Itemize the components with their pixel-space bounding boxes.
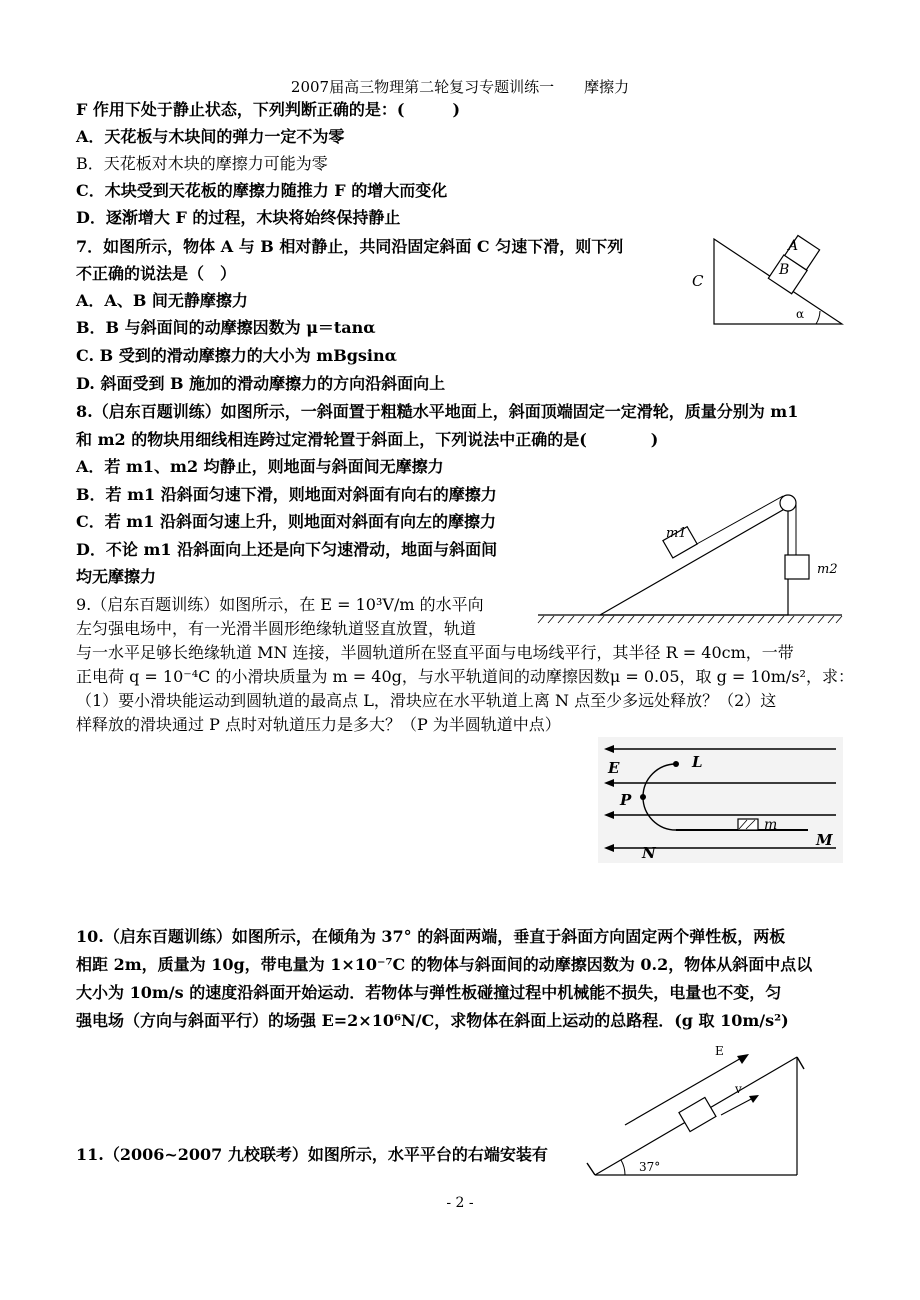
q7-option-b: B．B 与斜面间的动摩擦因数为 μ＝tanα: [76, 318, 376, 337]
q8-stem-line2: 和 m2 的物块用细线相连跨过定滑轮置于斜面上，下列说法中正确的是( ): [76, 430, 659, 449]
q10-line3: 大小为 10m/s 的速度沿斜面开始运动．若物体与弹性板碰撞过程中机械能不损失，电量也不变，匀: [76, 983, 782, 1002]
q8-option-c: C．若 m1 沿斜面匀速上升，则地面对斜面有向左的摩擦力: [76, 512, 496, 531]
q8-stem-line1: 8.（启东百题训练）如图所示，一斜面置于粗糙水平地面上，斜面顶端固定一定滑轮，质量分别为 m1: [76, 402, 799, 421]
q8-option-b: B．若 m1 沿斜面匀速下滑，则地面对斜面有向右的摩擦力: [76, 485, 497, 504]
q7-label-a: A: [788, 238, 799, 254]
q7-label-c: C: [692, 272, 704, 290]
page-number: - 2 -: [446, 1195, 474, 1211]
q8-incline: [600, 507, 788, 615]
q9-figure-background: [598, 737, 843, 863]
q10-incline-figure: [585, 1045, 815, 1180]
q8-label-m2: m2: [817, 562, 838, 577]
q9-label-n: N: [642, 844, 656, 862]
q7-angle-arc: [816, 311, 820, 324]
q6-option-b: B．天花板对木块的摩擦力可能为零: [76, 154, 328, 173]
q10-top-board: [797, 1057, 804, 1069]
q8-string-incline: [695, 496, 783, 545]
q9-line6: 样释放的滑块通过 P 点时对轨道压力是多大？（P 为半圆轨道中点）: [76, 715, 561, 734]
q7-option-a: A．A、B 间无静摩擦力: [76, 291, 248, 310]
q9-label-e: E: [608, 759, 620, 777]
q10-angle-arc: [621, 1160, 625, 1175]
q10-block: [679, 1097, 716, 1131]
q7-angle-label: α: [796, 307, 805, 321]
q9-point-l: [673, 761, 679, 767]
q10-line2: 相距 2m，质量为 10g，带电量为 1×10⁻⁷C 的物体与斜面间的动摩擦因数为 0.2，物体从斜面中点以: [76, 955, 813, 974]
q6-option-c: C．木块受到天花板的摩擦力随推力 F 的增大而变化: [76, 181, 448, 200]
q7-option-c: C. B 受到的滑动摩擦力的大小为 mBgsinα: [76, 346, 397, 365]
q8-ground-hatch: [538, 616, 842, 623]
q10-bottom-board: [587, 1163, 595, 1175]
q8-pulley-figure: [530, 485, 850, 625]
q10-angle-label: 37°: [639, 1160, 661, 1174]
q9-label-l: L: [692, 753, 703, 771]
q7-stem-line2: 不正确的说法是（ ）: [76, 264, 237, 283]
q8-option-d-cont: 均无摩擦力: [76, 567, 157, 586]
q10-line4: 强电场（方向与斜面平行）的场强 E=2×10⁶N/C，求物体在斜面上运动的总路程．(g 取 10m/s²): [76, 1011, 789, 1030]
page-header: 2007届高三物理第二轮复习专题训练一 摩擦力: [290, 78, 630, 96]
q9-line5: （1）要小滑块能运动到圆轨道的最高点 L，滑块应在水平轨道上离 N 点至少多远处释放？（2）这: [76, 691, 777, 710]
q8-option-d: D．不论 m1 沿斜面向上还是向下匀速滑动，地面与斜面间: [76, 540, 498, 559]
q8-option-a: A．若 m1、m2 均静止，则地面与斜面间无摩擦力: [76, 457, 444, 476]
q6-stem: F 作用下处于静止状态，下列判断正确的是：( ): [76, 100, 461, 119]
q9-line4: 正电荷 q = 10⁻⁴C 的小滑块质量为 m = 40g，与水平轨道间的动摩擦因数μ = 0.05，取 g = 10m/s²，求：: [76, 667, 854, 686]
q8-pulley: [780, 495, 796, 511]
q7-incline-figure: [680, 225, 850, 330]
q7-option-d: D. 斜面受到 B 施加的滑动摩擦力的方向沿斜面向上: [76, 374, 446, 393]
q7-label-b: B: [779, 262, 790, 278]
q6-option-a: A．天花板与木块间的弹力一定不为零: [76, 127, 345, 146]
q9-slider-block: [738, 819, 758, 830]
q9-label-p: P: [620, 791, 632, 809]
q9-track-figure: [598, 737, 843, 863]
q9-line1: 9.（启东百题训练）如图所示，在 E = 10³V/m 的水平向: [76, 595, 484, 614]
q8-block-m2: [785, 555, 809, 579]
q10-velocity-arrow: [721, 1097, 755, 1115]
q11-stem: 11.（2006~2007 九校联考）如图所示，水平平台的右端安装有: [76, 1145, 548, 1164]
q6-option-d: D．逐渐增大 F 的过程，木块将始终保持静止: [76, 208, 401, 227]
q9-point-p: [640, 794, 646, 800]
q10-label-v: v: [735, 1082, 742, 1096]
q9-line2: 左匀强电场中，有一光滑半圆形绝缘轨道竖直放置，轨道: [76, 619, 477, 638]
q10-line1: 10.（启东百题训练）如图所示，在倾角为 37° 的斜面两端，垂直于斜面方向固定两个弹性板，两板: [76, 927, 786, 946]
q9-label-M: M: [816, 831, 833, 849]
q10-label-e: E: [715, 1045, 724, 1058]
q7-stem-line1: 7．如图所示，物体 A 与 B 相对静止，共同沿固定斜面 C 匀速下滑，则下列: [76, 237, 624, 256]
q9-line3: 与一水平足够长绝缘轨道 MN 连接，半圆轨道所在竖直平面与电场线平行，其半径 R = 40cm，一带: [76, 643, 794, 662]
q8-label-m1: m1: [666, 526, 687, 541]
q9-label-m: m: [764, 817, 778, 833]
